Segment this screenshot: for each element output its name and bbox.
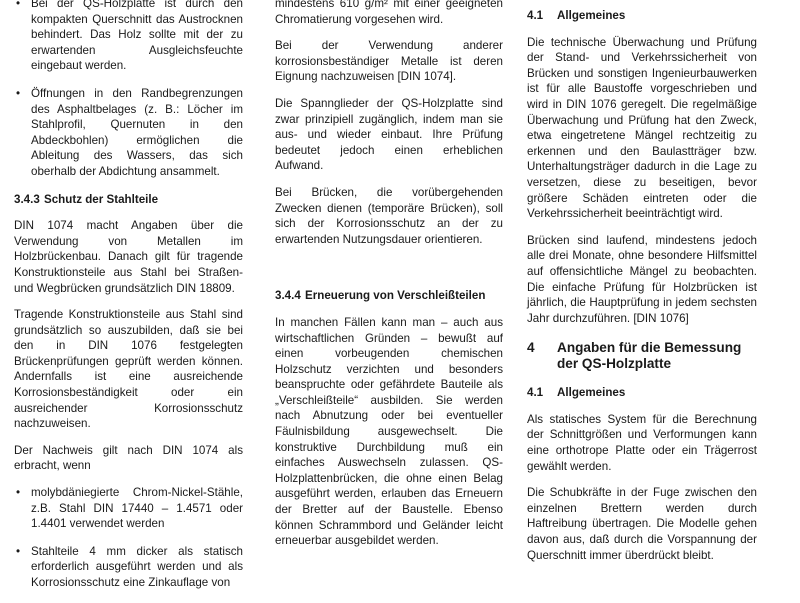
section-heading-3-4-4 [275,288,503,304]
column-right [527,8,757,574]
paragraph: Der Nachweis gilt nach DIN 1074 als erbracht, wenn [14,443,243,473]
section-heading-3-5 [527,8,757,24]
section-number: 3.4.4 [275,289,301,303]
spacer [275,258,503,276]
bullet-list-wood [14,0,243,180]
paragraph: Bei der Verwendung anderer korrosionsbeständiger Metalle ist deren Eignung nachzuweisen [DIN 1074]. [275,39,503,84]
paragraph: Als statisches System für die Berechnung der Schnittgrößen und Verformungen kann eine orthotrope Platte oder ein Trägerrost gewählt werden. [527,412,757,473]
paragraph: Tragende Konstruktionsteile aus Stahl sind grundsätzlich so auszubilden, daß sie bei den in DIN 1076 festgelegten Brückenprüfungen geprüft werden können. Andernfalls ist eine ausreichende Korrosionsbeständigkeit oder ein ausreichender Korrosionsschutz nachzuweisen. [14,308,243,431]
section-title: Schutz der Stahlteile [44,192,159,206]
bullet-list-steel [14,485,243,591]
section-title: Erneuerung von Verschleißteilen [305,289,486,303]
section-number: 3.4.3 [14,192,40,206]
paragraph: Bei Brücken, die vorübergehenden Zwecken dienen (temporäre Brücken), soll sich der Korrosionsschutz an der zu erwartenden Nutzungsdauer orientieren. [275,185,503,246]
chapter-title: Angaben für die Bemessung der QS-Holzplatte [557,340,742,372]
paragraph: Die Spannglieder der QS-Holzplatte sind zwar prinzipiell zugänglich, indem man sie aus- und wieder einbaut. Ihre Prüfung bedeutet jedoch einen erheblichen Aufwand. [275,96,503,173]
section-heading-4-1 [527,385,757,401]
chapter-heading-4 [527,340,757,372]
chapter-number: 4 [527,340,535,356]
paragraph: mindestens 610 g/m² mit einer geeigneten Chromatierung vorgesehen wird. [275,0,503,26]
paragraph: In manchen Fällen kann man – auch aus wirtschaftlichen Gründen – bewußt auf einen vorbeugenden chemischen Holzschutz verzichten und besonders beanspruchte oder gefährdete Bauteile als „Verschleißteile“ ausbilden. Sie werden nach Abnutzung oder bei eventueller Fäulnisbildung ausgewechselt. Die konstruktive Durchbildung muß ein einfaches Auswechseln zulassen. QS-Holzplattenbrücken, die ohne einen Belag ausgeführt werden, erlauben das Erneuern der Bretter auf der Baustelle. Ebenso können Schrammbord und Geländer leicht erneuerbar ausgebildet werden. [275,315,503,548]
list-item: • Bei der QS-Holzplatte ist durch den kompakten Querschnitt das Austrocknen behindert. Das Holz sollte mit der zu erwartenden Ausgleichsfeuchte eingebaut werden. [14,0,243,74]
list-item: • molybdäniegierte Chrom-Nickel-Stähle, z.B. Stahl DIN 17440 – 1.4571 oder 1.4401 verwendet werden [14,485,243,532]
paragraph: DIN 1074 macht Angaben über die Verwendung von Metallen im Holzbrückenbau. Danach gilt für tragende Konstruktionsteile aus Stahl bei Straßen- und Wegbrücken grundsätzlich DIN 18809. [14,219,243,295]
section-number: 4.1 [527,9,544,22]
section-heading-3-4-3 [14,192,243,208]
column-left [14,0,243,603]
paragraph: Brücken sind laufend, mindestens jedoch alle drei Monate, ohne besondere Hilfsmittel auf offensichtliche Mängel zu beobachten. Die einfache Prüfung für Holzbrücken ist jährlich, die Hauptprüfung in jedem sechsten Jahr durchzuführen. [DIN 1076] [527,233,757,325]
paragraph: Die Schubkräfte in der Fuge zwischen den einzelnen Brettern werden durch Haftreibung übertragen. Die Modelle gehen davon aus, daß durch die Vorspannung der Querschnitt immer überdrückt bleibt. [527,486,757,562]
section-title: Allgemeines [557,9,626,22]
paragraph: Die technische Überwachung und Prüfung der Stand- und Verkehrssicherheit von Brücken und sonstigen Ingenieurbauwerken ist für alle Baustoffe vorgeschrieben und wird in DIN 1076 geregelt. Die regelmäßige Überwachung und Prüfung hat den Zweck, etwa eingetretene Mängel rechtzeitig zu erkennen und den Baulastträger bzw. Unterhaltungsträger dadurch in die Lage zu versetzen, diese zu beseitigen, bevor größere Schäden eintreten oder die Verkehrssicherheit beeinträchtigt wird. [527,35,757,221]
section-title: Allgemeines [557,386,626,400]
list-item: • Stahlteile 4 mm dicker als statisch erforderlich ausgeführt werden und als Korrosionsschutz eine Zinkauflage von [14,544,243,591]
list-item: • Öffnungen in den Randbegrenzungen des Asphaltbelages (z. B.: Löcher im Stahlprofil, Quernuten in den Abdeckbohlen) ermöglichen die Ableitung des Wassers, das sich oberhalb der Abdichtung ansammelt. [14,86,243,180]
column-middle [275,0,503,560]
section-number: 4.1 [527,386,544,400]
